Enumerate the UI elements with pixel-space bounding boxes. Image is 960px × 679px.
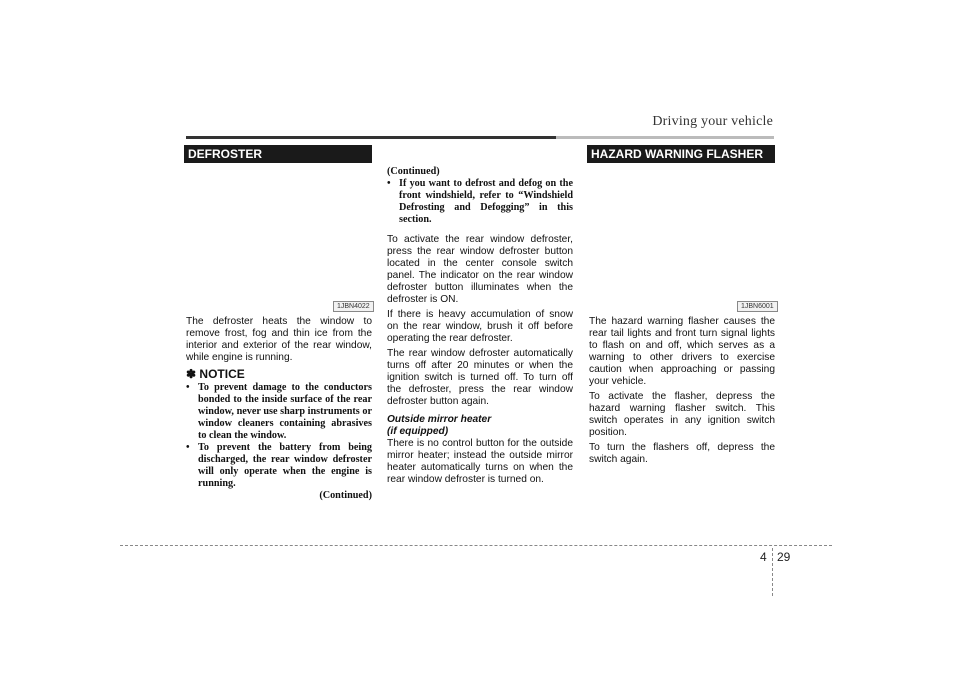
paragraph: If there is heavy accumulation of snow on the rear window, brush it off before operating the rear defroster. [387,309,573,344]
section-heading-hazard: HAZARD WARNING FLASHER [587,145,775,163]
paragraph: To activate the rear window defroster, press the rear window defroster button located in the center console switch panel. The indicator on the rear window defroster button illuminates when the defroster is ON. [387,234,573,305]
defroster-body: The defroster heats the window to remove frost, fog and thin ice from the interior and exterior of the rear window, while engine is running. [186,316,372,363]
image-label-hazard: 1JBN6001 [737,301,778,312]
middle-column [387,166,573,489]
chapter-number: 4 [760,550,767,564]
page-number: 29 [777,550,791,564]
notice-list [186,382,372,490]
notice-heading [186,368,372,380]
list-item: • To prevent damage to the conductors bonded to the inside surface of the rear window, never use sharp instruments or window cleaners containing abrasives to clean the window. [186,382,372,441]
defroster-column [186,316,372,502]
paragraph: To turn the flashers off, depress the switch again. [589,442,775,465]
list-item: • To prevent the battery from being discharged, the rear window defroster will only operate when the engine is running. [186,442,372,489]
footer-divider [772,548,773,596]
paragraph: There is no control button for the outside mirror heater; instead the outside mirror heater automatically turns on when the rear window defroster is turned on. [387,438,573,485]
continued-label: (Continued) [319,490,372,501]
footer-rule [120,545,832,546]
paragraph: The hazard warning flasher causes the rear tail lights and front turn signal lights to flash on and off, which serves as a warning to other drivers to exercise caution when approaching or passing your vehicle. [589,316,775,387]
continued-list [387,178,573,226]
notice-title: NOTICE [199,367,245,381]
hazard-column [589,316,775,469]
running-header: Driving your vehicle [652,114,773,129]
image-label-defroster: 1JBN4022 [333,301,374,312]
header-rule-accent [186,136,556,139]
notice-icon: ✽ [186,367,197,381]
list-item: • If you want to defrost and defog on the front windshield, refer to “Windshield Defrosting and Defogging” in this section. [387,178,573,225]
continued-label-top: (Continued) [387,166,440,177]
subheading-mirror-heater: Outside mirror heater (if equipped) [387,414,492,437]
paragraph: The rear window defroster automatically turns off after 20 minutes or when the ignition switch is turned off. To turn off the defroster, press the rear window defroster button again. [387,348,573,407]
paragraph: To activate the flasher, depress the hazard warning flasher switch. This switch operates in any ignition switch position. [589,391,775,438]
section-heading-defroster: DEFROSTER [184,145,372,163]
